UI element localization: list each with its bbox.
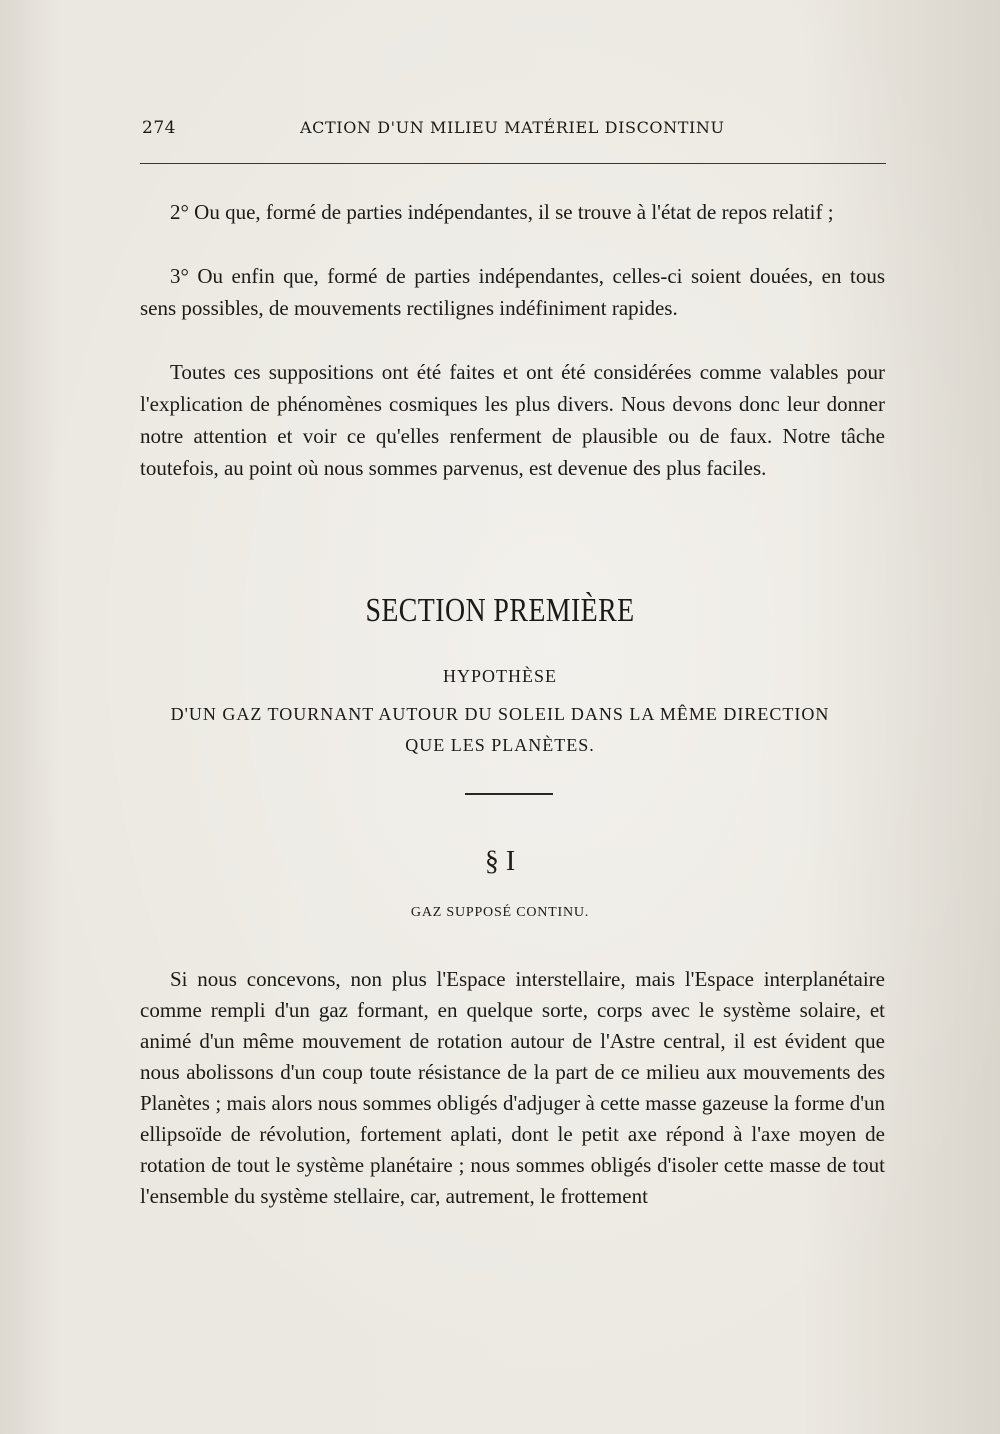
header-rule (140, 163, 886, 164)
subsection-title: GAZ SUPPOSÉ CONTINU. (410, 905, 590, 920)
section-divider (465, 793, 553, 795)
hypothesis-line-1: D'UN GAZ TOURNANT AUTOUR DU SOLEIL DANS LA MÊME DIRECTION (170, 704, 830, 724)
section-title: SECTION PREMIÈRE (365, 592, 635, 629)
list-item-3: 3° Ou enfin que, formé de parties indépendantes, celles-ci soient douées, en tous sens possibles, de mouvements rectilignes indéfiniment rapides. (140, 264, 885, 320)
running-header (140, 112, 885, 146)
page-number: 274 (142, 118, 176, 138)
list-item-2: 2° Ou que, formé de parties indépendantes, il se trouve à l'état de repos relatif ; (170, 200, 834, 224)
running-title: ACTION D'UN MILIEU MATÉRIEL DISCONTINU (300, 118, 725, 137)
body-paragraph: Si nous concevons, non plus l'Espace interstellaire, mais l'Espace interplanétaire comme rempli d'un gaz formant, en quelque sorte, corps avec le système solaire, et animé d'un même mouvement de rotation autour de l'Astre central, il est évident que nous abolissons d'un coup toute résistance de la part de ce milieu aux mouvements des Planètes ; mais alors nous sommes obligés d'adjuger à cette masse gazeuse la forme d'un ellipsoïde de révolution, fortement aplati, dont le petit axe répond à l'axe moyen de rotation de tout le système planétaire ; nous sommes obligés d'isoler cette masse de tout l'ensemble du système stellaire, car, autrement, le frottement (140, 967, 885, 1208)
intro-conclusion-paragraph: Toutes ces suppositions ont été faites et ont été considérées comme valables pour l'explication de phénomènes cosmiques les plus divers. Nous devons donc leur donner notre attention et voir ce qu'elles renferment de plausible ou de faux. Notre tâche toutefois, au point où nous sommes parvenus, est devenue des plus faciles. (140, 360, 885, 480)
hypothesis-line-2: QUE LES PLANÈTES. (405, 735, 595, 755)
subsection-mark: § I (484, 846, 516, 877)
hypothesis-label: HYPOTHÈSE (442, 666, 557, 686)
